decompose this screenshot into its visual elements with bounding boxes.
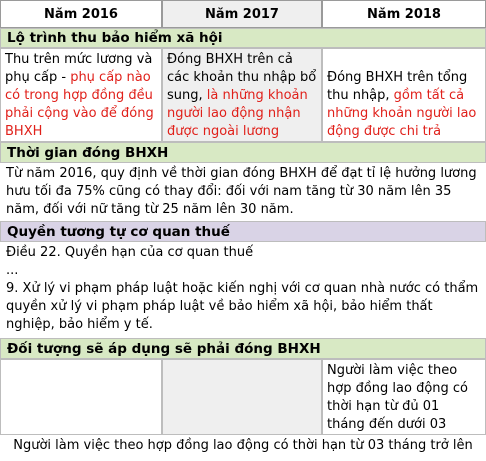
roadmap-row bbox=[0, 48, 486, 142]
roadmap-2016-highlight: phụ cấp nào có trong hợp đồng đều phải cộng vào để đóng BHXH bbox=[5, 70, 154, 139]
roadmap-2018-highlight: gồm tất cả những khoản người lao động được chi trả bbox=[327, 88, 477, 139]
header-year-2016[interactable]: Năm 2016 bbox=[0, 0, 162, 28]
section-title-payment-period[interactable]: Thời gian đóng BHXH bbox=[0, 142, 486, 163]
section-title-subject-groups[interactable]: Đối tượng sẽ áp dụng sẽ phải đóng BHXH bbox=[0, 338, 486, 359]
roadmap-2016-text: Thu trên mức lương và phụ cấp - bbox=[5, 52, 153, 85]
roadmap-2017-highlight: là những khoản người lao động nhận được ngoài lương bbox=[167, 88, 308, 139]
bottom-subject-text[interactable]: Người làm việc theo hợp đồng lao động có thời hạn từ 03 tháng trở lên bbox=[13, 438, 473, 453]
header-row bbox=[0, 0, 486, 28]
header-year-2018[interactable]: Năm 2018 bbox=[322, 0, 486, 28]
section-title-tax-authority-rights[interactable]: Quyền tương tự cơ quan thuế bbox=[0, 221, 486, 242]
roadmap-2018-text: Đóng BHXH trên tổng thu nhập, bbox=[327, 70, 468, 103]
roadmap-cell-2017[interactable] bbox=[162, 48, 322, 142]
roadmap-2017-text: Đóng BHXH trên cả các khoản thu nhập bổ sung, bbox=[167, 52, 317, 103]
tax-article-line: Điều 22. Quyền hạn của cơ quan thuế bbox=[6, 245, 254, 260]
subject-cell-2016[interactable] bbox=[0, 359, 162, 435]
roadmap-cell-2018[interactable] bbox=[322, 48, 486, 142]
section-title-insurance-roadmap[interactable]: Lộ trình thu bảo hiểm xã hội bbox=[0, 28, 486, 48]
subject-cell-2018[interactable]: Người làm việc theo hợp đồng lao động có thời hạn từ đủ 01 tháng đến dưới 03 bbox=[322, 359, 486, 435]
roadmap-cell-2016[interactable] bbox=[0, 48, 162, 142]
tax-authority-cell[interactable] bbox=[0, 242, 486, 338]
subject-row bbox=[0, 359, 486, 435]
header-year-2017[interactable]: Năm 2017 bbox=[162, 0, 322, 28]
payment-period-text[interactable]: Từ năm 2016, quy định về thời gian đóng BHXH để đạt tỉ lệ hưởng lương hưu tối đa 75% cũng có thay đổi: đối với nam tăng từ 30 năm lên 35 năm, đối với nữ tăng từ 25 năm lên 30 năm. bbox=[6, 166, 477, 217]
tax-ellipsis-line: ... bbox=[6, 263, 19, 278]
subject-cell-2017[interactable] bbox=[162, 359, 322, 435]
tax-clause-line: 9. Xử lý vi phạm pháp luật hoặc kiến nghị với cơ quan nhà nước có thẩm quyền xử lý vi phạm pháp luật về bảo hiểm xã hội, bảo hiểm thất nghiệp, bảo hiểm y tế. bbox=[6, 281, 479, 332]
